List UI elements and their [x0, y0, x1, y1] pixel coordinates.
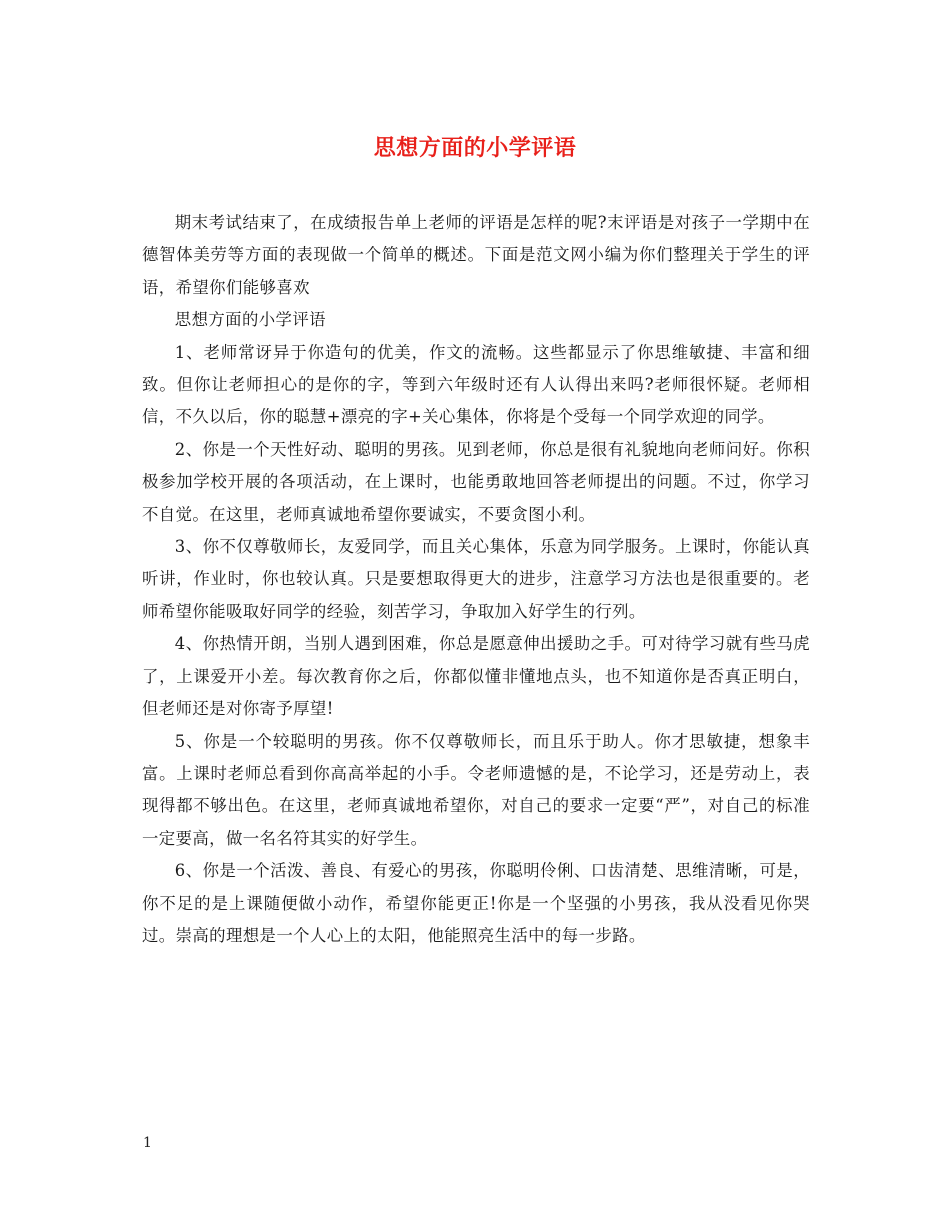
comment-paragraph-3: 3、你不仅尊敬师长，友爱同学，而且关心集体，乐意为同学服务。上课时，你能认真听讲，作业时，你也较认真。只是要想取得更大的进步，注意学习方法也是很重要的。老师希望你能吸取好同学的经验，刻苦学习，争取加入好学生的行列。: [142, 537, 810, 621]
document-title: 思想方面的小学评语: [373, 135, 577, 161]
comment-paragraph-1: 1、老师常讶异于你造句的优美，作文的流畅。这些都显示了你思维敏捷、丰富和细致。但你让老师担心的是你的字，等到六年级时还有人认得出来吗?老师很怀疑。老师相信，不久以后，你的聪慧+漂亮的字+关心集体，你将是个受每一个同学欢迎的同学。: [142, 342, 810, 427]
document-body: [142, 207, 810, 952]
comment-paragraph-6: 6、你是一个活泼、善良、有爱心的男孩，你聪明伶俐、口齿清楚、思维清晰，可是，你不足的是上课随便做小动作，希望你能更正!你是一个坚强的小男孩，我从没看见你哭过。崇高的理想是一个人心上的太阳，他能照亮生活中的每一步路。: [142, 861, 810, 945]
page-number: 1: [143, 1135, 152, 1151]
comment-paragraph-4: 4、你热情开朗，当别人遇到困难，你总是愿意伸出援助之手。可对待学习就有些马虎了，上课爱开小差。每次教育你之后，你都似懂非懂地点头，也不知道你是否真正明白，但老师还是对你寄予厚望!: [142, 634, 810, 719]
comment-paragraph-5: 5、你是一个较聪明的男孩。你不仅尊敬师长，而且乐于助人。你才思敏捷，想象丰富。上课时老师总看到你高高举起的小手。令老师遗憾的是，不论学习，还是劳动上，表现得都不够出色。在这里，老师真诚地希望你，对自己的要求一定要“严”，对自己的标准一定要高，做一名名符其实的好学生。: [142, 731, 810, 848]
intro-paragraph: 期末考试结束了，在成绩报告单上老师的评语是怎样的呢?末评语是对孩子一学期中在德智体美劳等方面的表现做一个简单的概述。下面是范文网小编为你们整理关于学生的评语，希望你们能够喜欢: [142, 213, 810, 297]
section-heading: 思想方面的小学评语: [174, 310, 326, 330]
comment-paragraph-2: 2、你是一个天性好动、聪明的男孩。见到老师，你总是很有礼貌地向老师问好。你积极参加学校开展的各项活动，在上课时，也能勇敢地回答老师提出的问题。不过，你学习不自觉。在这里，老师真诚地希望你要诚实，不要贪图小利。: [142, 439, 810, 524]
